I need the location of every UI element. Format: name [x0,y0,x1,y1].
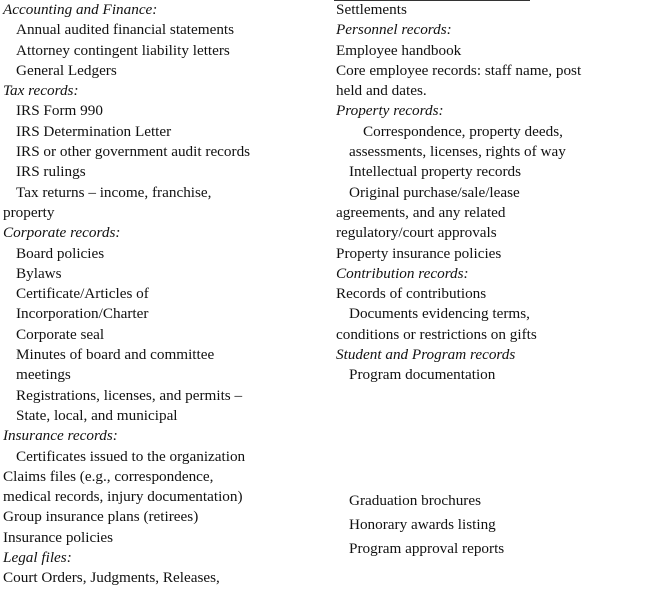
list-item: Certificates issued to the organization [16,447,246,465]
list-item: State, local, and municipal [16,406,178,424]
list-item: IRS or other government audit records [16,143,251,161]
list-item-continuation: regulatory/court approvals [336,224,497,242]
list-item: meetings [16,366,71,384]
list-item: Core employee records: staff name, post [336,61,582,79]
list-item: Court Orders, Judgments, Releases, [3,569,220,587]
list-item: Graduation brochures [349,491,482,509]
list-item-continuation: conditions or restrictions on gifts [336,325,537,343]
list-item: Settlements [336,1,407,18]
list-item: Tax returns – income, franchise, [16,183,212,201]
list-item: Original purchase/sale/lease [349,183,520,201]
list-item: held and dates. [336,82,427,100]
list-item-continuation: assessments, licenses, rights of way [349,143,566,161]
list-item: Program approval reports [349,539,505,557]
list-item: Insurance policies [3,528,114,546]
list-item: Board policies [16,244,105,262]
list-item: Group insurance plans (retirees) [3,508,199,526]
list-item: General Ledgers [16,61,117,79]
list-item: IRS Form 990 [16,102,103,120]
section-heading-property: Property records: [336,102,444,120]
list-item: IRS rulings [16,163,86,181]
list-item-continuation: agreements, and any related [336,203,506,221]
list-item: Honorary awards listing [349,515,496,533]
list-item-continuation: property [3,203,55,221]
list-item: medical records, injury documentation) [3,488,243,506]
list-item: Annual audited financial statements [16,21,235,39]
list-item: Program documentation [349,366,496,384]
right-column [336,0,662,561]
list-item: Attorney contingent liability letters [16,41,230,59]
list-item: Records of contributions [336,285,487,303]
list-item: Corporate seal [16,325,105,343]
section-heading-corporate: Corporate records: [3,224,121,242]
list-item: Incorporation/Charter [16,305,149,323]
list-item: Property insurance policies [336,244,502,262]
list-item: IRS Determination Letter [16,122,172,140]
section-heading-insurance: Insurance records: [3,427,118,445]
section-heading-legal: Legal files: [3,549,72,567]
list-item: Intellectual property records [349,163,522,181]
list-item: Employee handbook [336,41,462,59]
section-heading-student-program: Student and Program records [336,346,516,364]
left-column [3,0,331,589]
section-heading-personnel: Personnel records: [336,21,452,39]
column-gap [336,386,662,489]
list-item: Certificate/Articles of [16,285,149,303]
list-item: Minutes of board and committee [16,346,215,364]
section-heading-tax: Tax records: [3,82,79,100]
list-item: Registrations, licenses, and permits – [16,386,243,404]
list-item: Documents evidencing terms, [349,305,530,323]
list-item: Claims files (e.g., correspondence, [3,467,214,485]
section-heading-accounting: Accounting and Finance: [3,1,158,18]
list-item: Correspondence, property deeds, [363,122,563,140]
section-heading-contribution: Contribution records: [336,264,469,282]
list-item: Bylaws [16,264,62,282]
